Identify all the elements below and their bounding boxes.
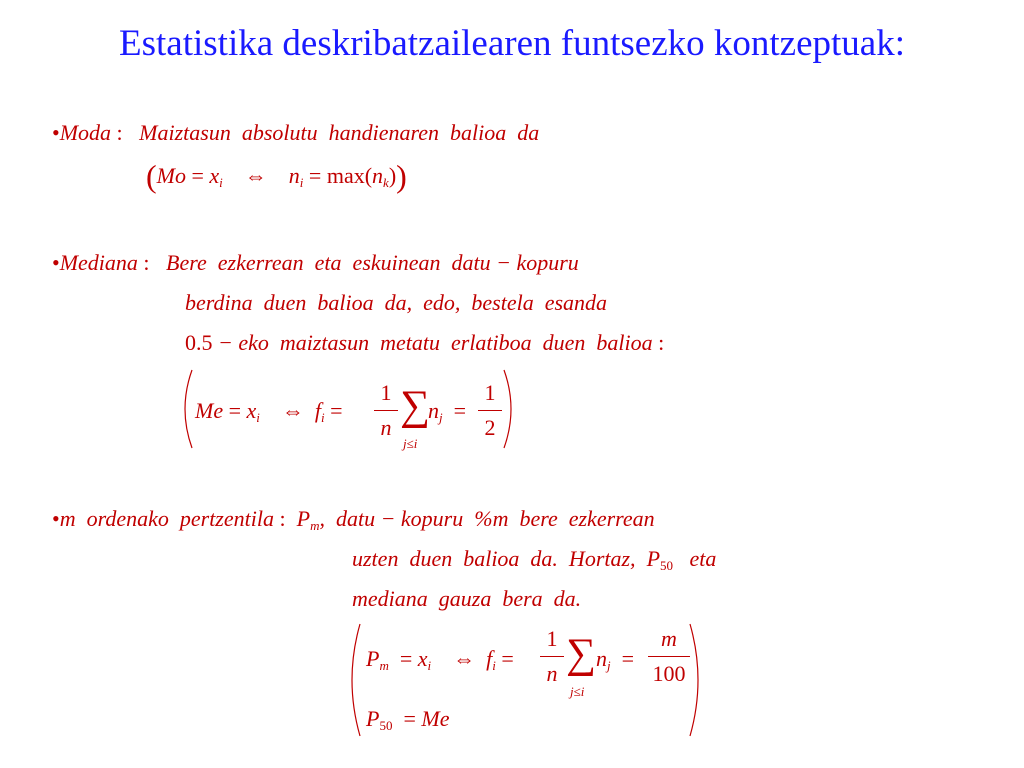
moda-definition: •Moda : Maiztasun absolutu handienaren balioa da <box>52 120 540 145</box>
slide-title: Estatistika deskribatzailearen funtsezko kontzeptuak: <box>119 23 905 64</box>
mediana-sigma: ∑ <box>400 383 430 429</box>
mediana-formula-lhs: $Me = x_i$ ⇔ $f_i$ = <box>195 398 343 425</box>
percentile-sum-limit: j≤i <box>570 684 585 699</box>
moda-text: Maiztasun absolutu handienaren balioa da <box>139 120 540 145</box>
percentile-line-3: mediana gauza bera da. <box>352 586 582 611</box>
mediana-fraction-1: 1 n <box>374 380 398 441</box>
percentile-label: ordenako pertzentila <box>86 506 274 531</box>
mediana-fraction-2: 1 2 <box>478 380 502 441</box>
percentile-fraction-1: 1 n <box>540 626 564 687</box>
percentile-line-1: •m ordenako pertzentila : $P_m$, datu − kopuru %m bere ezkerrean <box>52 506 655 533</box>
percentile-formula-lhs: $P_m = x_i$ ⇔ $f_i$ = <box>366 646 514 673</box>
percentile-left-paren <box>344 622 364 738</box>
mediana-line-3: 0.5 − eko maiztasun metatu erlatiboa duen balioa : <box>185 330 665 355</box>
percentile-line-2: uzten duen balioa da. Hortaz, $P_{50}$ eta <box>352 546 717 573</box>
moda-label: Moda <box>59 120 112 145</box>
mediana-sum-limit: j≤i <box>403 436 418 451</box>
percentile-sigma: ∑ <box>566 631 596 677</box>
mediana-left-paren <box>176 368 196 450</box>
mediana-label: Mediana <box>59 250 138 275</box>
mediana-right-paren <box>500 368 520 450</box>
percentile-fraction-2: m 100 <box>648 626 690 687</box>
percentile-formula-sum: $n_j$ = <box>596 646 635 673</box>
mediana-line-2: berdina duen balioa da, edo, bestela esanda <box>185 290 608 315</box>
moda-formula: ($Mo = x_i$ ⇔ $n_i = \max(n_k)$) <box>146 158 407 194</box>
mediana-line-1: •Mediana : Bere ezkerrean eta eskuinean datu − kopuru <box>52 250 579 275</box>
percentile-formula-row-2: $P_{50} = Me$ <box>366 706 450 733</box>
percentile-right-paren <box>686 622 706 738</box>
mediana-formula-sum: $n_j$ = <box>428 398 467 425</box>
